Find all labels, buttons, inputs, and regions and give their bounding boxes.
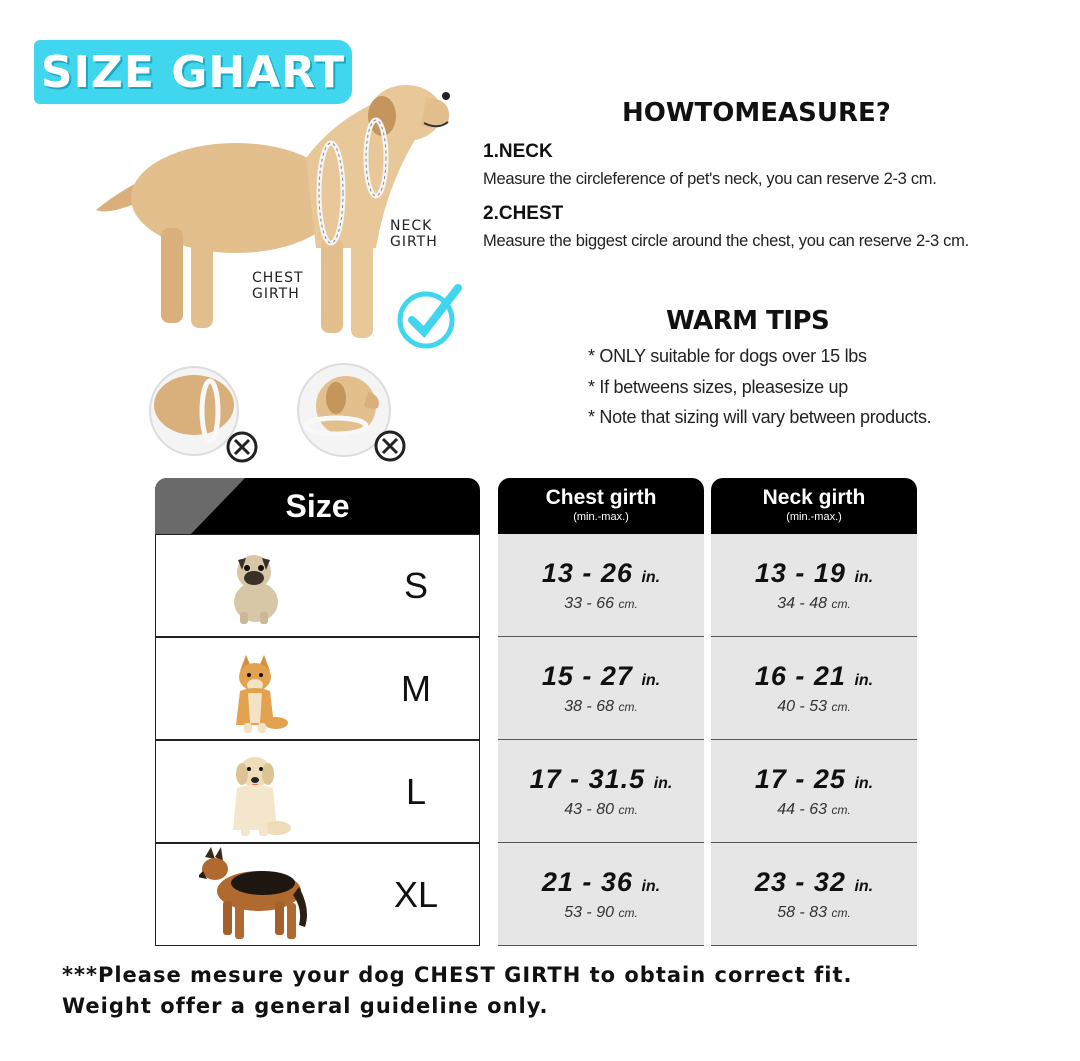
chest-girth-header: [498, 478, 704, 534]
neck-cm-value: 34 - 48: [777, 595, 827, 612]
unit-cm: cm.: [618, 597, 638, 611]
chest-girth-label: CHEST GIRTH: [252, 270, 304, 302]
labrador-icon: [215, 744, 295, 840]
size-column-header: [155, 478, 480, 534]
chest-cm-value: 43 - 80: [564, 801, 614, 818]
step-chest-text: Measure the biggest circle around the chest, you can reserve 2-3 cm.: [483, 232, 969, 250]
neck-girth-cell: [711, 637, 917, 740]
chest-cm-value: 53 - 90: [564, 904, 614, 921]
neck-header-label: Neck girth: [762, 486, 866, 509]
table-row: [155, 637, 918, 740]
chest-girth-cell: [498, 843, 704, 946]
chest-in-value: 15 - 27: [541, 661, 633, 691]
step-neck-title: 1.NECK: [483, 141, 553, 162]
unit-in: in.: [854, 672, 874, 689]
neck-cm-value: 40 - 53: [777, 698, 827, 715]
chest-cm-value: 33 - 66: [564, 595, 614, 612]
wrong-collar-example: [296, 362, 412, 466]
dog-image-cell: [155, 740, 354, 843]
unit-cm: cm.: [618, 803, 638, 817]
pug-icon: [220, 546, 290, 626]
unit-in: in.: [641, 569, 661, 586]
unit-in: in.: [854, 569, 874, 586]
unit-cm: cm.: [831, 700, 851, 714]
table-row: [155, 843, 918, 946]
tip-item: * If betweens sizes, pleasesize up: [588, 377, 848, 397]
unit-in: in.: [653, 775, 673, 792]
chest-girth-cell: [498, 637, 704, 740]
shiba-icon: [220, 641, 290, 737]
german-shepherd-icon: [199, 847, 311, 943]
neck-girth-cell: [711, 534, 917, 637]
neck-in-value: 23 - 32: [754, 867, 846, 897]
unit-in: in.: [854, 878, 874, 895]
dog-image-cell: [155, 843, 354, 946]
neck-in-value: 16 - 21: [754, 661, 846, 691]
tip-item: * ONLY suitable for dogs over 15 lbs: [588, 346, 867, 366]
unit-in: in.: [641, 672, 661, 689]
unit-in: in.: [641, 878, 661, 895]
neck-girth-header: [711, 478, 917, 534]
chest-in-value: 13 - 26: [541, 558, 633, 588]
dog-image-cell: [155, 637, 354, 740]
warm-tips-title: WARM TIPS: [666, 306, 830, 336]
neck-cm-value: 58 - 83: [777, 904, 827, 921]
wrong-collar-example: [148, 365, 264, 465]
chest-header-label: Chest girth: [545, 486, 657, 509]
neck-cm-value: 44 - 63: [777, 801, 827, 818]
size-label: S: [353, 534, 480, 637]
chest-in-value: 21 - 36: [541, 867, 633, 897]
chest-header-sub: (min.-max.): [573, 511, 629, 523]
unit-in: in.: [854, 775, 874, 792]
neck-in-value: 13 - 19: [754, 558, 846, 588]
unit-cm: cm.: [831, 906, 851, 920]
neck-girth-cell: [711, 843, 917, 946]
size-label: XL: [353, 843, 480, 946]
unit-cm: cm.: [618, 906, 638, 920]
neck-in-value: 17 - 25: [754, 764, 846, 794]
check-icon: [394, 282, 464, 352]
step-chest-title: 2.CHEST: [483, 203, 564, 224]
unit-cm: cm.: [831, 803, 851, 817]
unit-cm: cm.: [831, 597, 851, 611]
neck-girth-cell: [711, 740, 917, 843]
unit-cm: cm.: [618, 700, 638, 714]
table-row: [155, 740, 918, 843]
neck-header-sub: (min.-max.): [786, 511, 842, 523]
footer-note: [62, 960, 853, 1022]
dog-image-cell: [155, 534, 354, 637]
size-label: M: [353, 637, 480, 740]
chest-in-value: 17 - 31.5: [529, 764, 646, 794]
size-label: L: [353, 740, 480, 843]
footer-note-line-2: Weight offer a general guideline only.: [62, 994, 549, 1018]
size-header-label: Size: [285, 488, 350, 524]
chest-girth-cell: [498, 534, 704, 637]
chest-girth-cell: [498, 740, 704, 843]
neck-girth-label: NECK GIRTH: [390, 218, 438, 250]
how-to-measure-title: HOWTOMEASURE?: [622, 98, 891, 128]
chest-cm-value: 38 - 68: [564, 698, 614, 715]
tip-item: * Note that sizing will vary between products.: [588, 407, 932, 427]
footer-note-line-1: ***Please mesure your dog CHEST GIRTH to obtain correct fit.: [62, 963, 853, 987]
step-neck-text: Measure the circleference of pet's neck, you can reserve 2-3 cm.: [483, 170, 937, 188]
badge-title: SIZE GHART: [40, 46, 346, 98]
table-row: [155, 534, 918, 637]
